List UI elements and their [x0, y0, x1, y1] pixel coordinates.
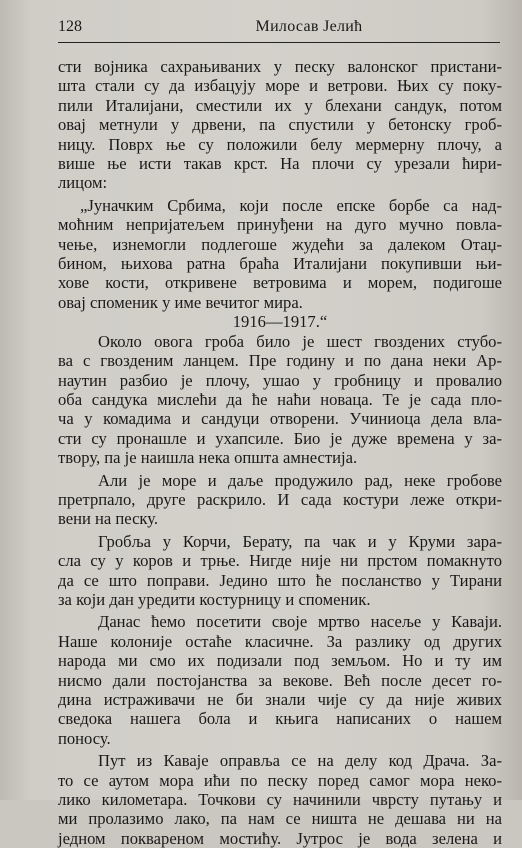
body-text [58, 57, 502, 848]
text-line: једном поквареном мостићу. Јутрос је вода зелена и [58, 828, 502, 848]
text-line: то се аутом мора ићи по песку поред самог мора неко- [58, 770, 502, 790]
text-line: ча у комадима и сандуци отворени. Учиниоца дела вла- [58, 409, 502, 429]
text-line: наутин разбио је плочу, ушао у гробницу и провалио [58, 370, 502, 390]
text-line: сведока нашега бола и књига написаних о нашем [58, 709, 502, 729]
text-line: ва с гвозденим ланцем. Пре годину и по дана неки Ар- [58, 351, 502, 371]
text-line: шта стали су да избацују море и ветрови. Њих су поку- [58, 76, 502, 96]
text-line: нисмо дали постојанства за векове. Већ после десет го- [58, 670, 502, 690]
page-header [58, 18, 500, 43]
quote-line: „Јуначким Србима, који после епске борбе са над- [80, 195, 502, 215]
text-line: сти су пронашле и ухапсиле. Био је дуже времена у за- [58, 428, 502, 448]
text-line: Наше колоније остаће класичне. За разлику од других [58, 631, 502, 651]
text-line: оба сандука мислећи да ће наћи новаца. Те је сада пло- [58, 389, 502, 409]
text-line: да се што поправи. Једино што ће посланство у Тирани [58, 570, 502, 590]
text-line: пили Италијани, сместили их у блехани сандук, потом [58, 95, 502, 115]
text-line: претрпало, друге раскрило. И сада костури леже откри- [58, 489, 502, 509]
text-line: вени на песку. [58, 509, 159, 529]
quote-line: чење, изнемогли подлегоше жудећи за далеком Отаџ- [58, 234, 502, 254]
text-line: сти војника сахрањиваних у песку валонског пристани- [58, 57, 502, 76]
text-line: ми пролазимо лако, па нам се ништа не дешава ни на [58, 809, 502, 829]
text-line: Гробља у Корчи, Берату, па чак и у Круми зара- [98, 531, 502, 551]
text-line: Данас ћемо посетити своје мртво насеље у Каваји. [98, 612, 502, 632]
text-line: сла су у коров и трње. Нигде није ни прстом помакнуто [58, 551, 502, 571]
text-line: Около овога гроба било је шест гвоздених стубо- [98, 331, 502, 351]
page-number: 128 [58, 18, 82, 35]
quote-line: бином, њихова ратна браћа Италијани покупивши њи- [58, 254, 502, 274]
text-line: Али је море и даље продужило рад, неке гробове [98, 470, 502, 490]
text-line: ницу. Поврх ње су положили белу мермерну плочу, а [58, 134, 502, 154]
text-line: народа ми смо их подизали под земљом. Но и ту им [58, 651, 502, 671]
text-line: твору, па је наишла нека општа амнестија. [58, 448, 358, 468]
text-line: Пут из Каваје оправља се на делу код Драча. За- [98, 751, 502, 771]
text-line: лицом: [58, 173, 108, 193]
text-line: овај метнули у дрвени, па спустили у бетонску гроб- [58, 115, 502, 135]
quote-line: хове кости, откривене ветровима и морем, подигоше [58, 273, 502, 293]
running-title: Милосав Јелић [255, 18, 363, 35]
text-line: дина истраживачи не би знали чије су да није живих [58, 690, 502, 709]
text-line: више ње исти такав крст. На плочи су урезали ћири- [58, 154, 502, 174]
text-line: лико километара. Точкови су начинили чврсту путању и [58, 790, 502, 810]
inscription-year: 1916—1917.“ [232, 312, 328, 332]
quote-line: овај споменик у име вечитог мира. [58, 292, 303, 312]
text-line: поносу. [58, 728, 111, 748]
text-line: за који дан уредити костурницу и споменик. [58, 589, 371, 609]
quote-line: моћним непријатељем принуђени на дуго мучно повла- [58, 215, 502, 235]
